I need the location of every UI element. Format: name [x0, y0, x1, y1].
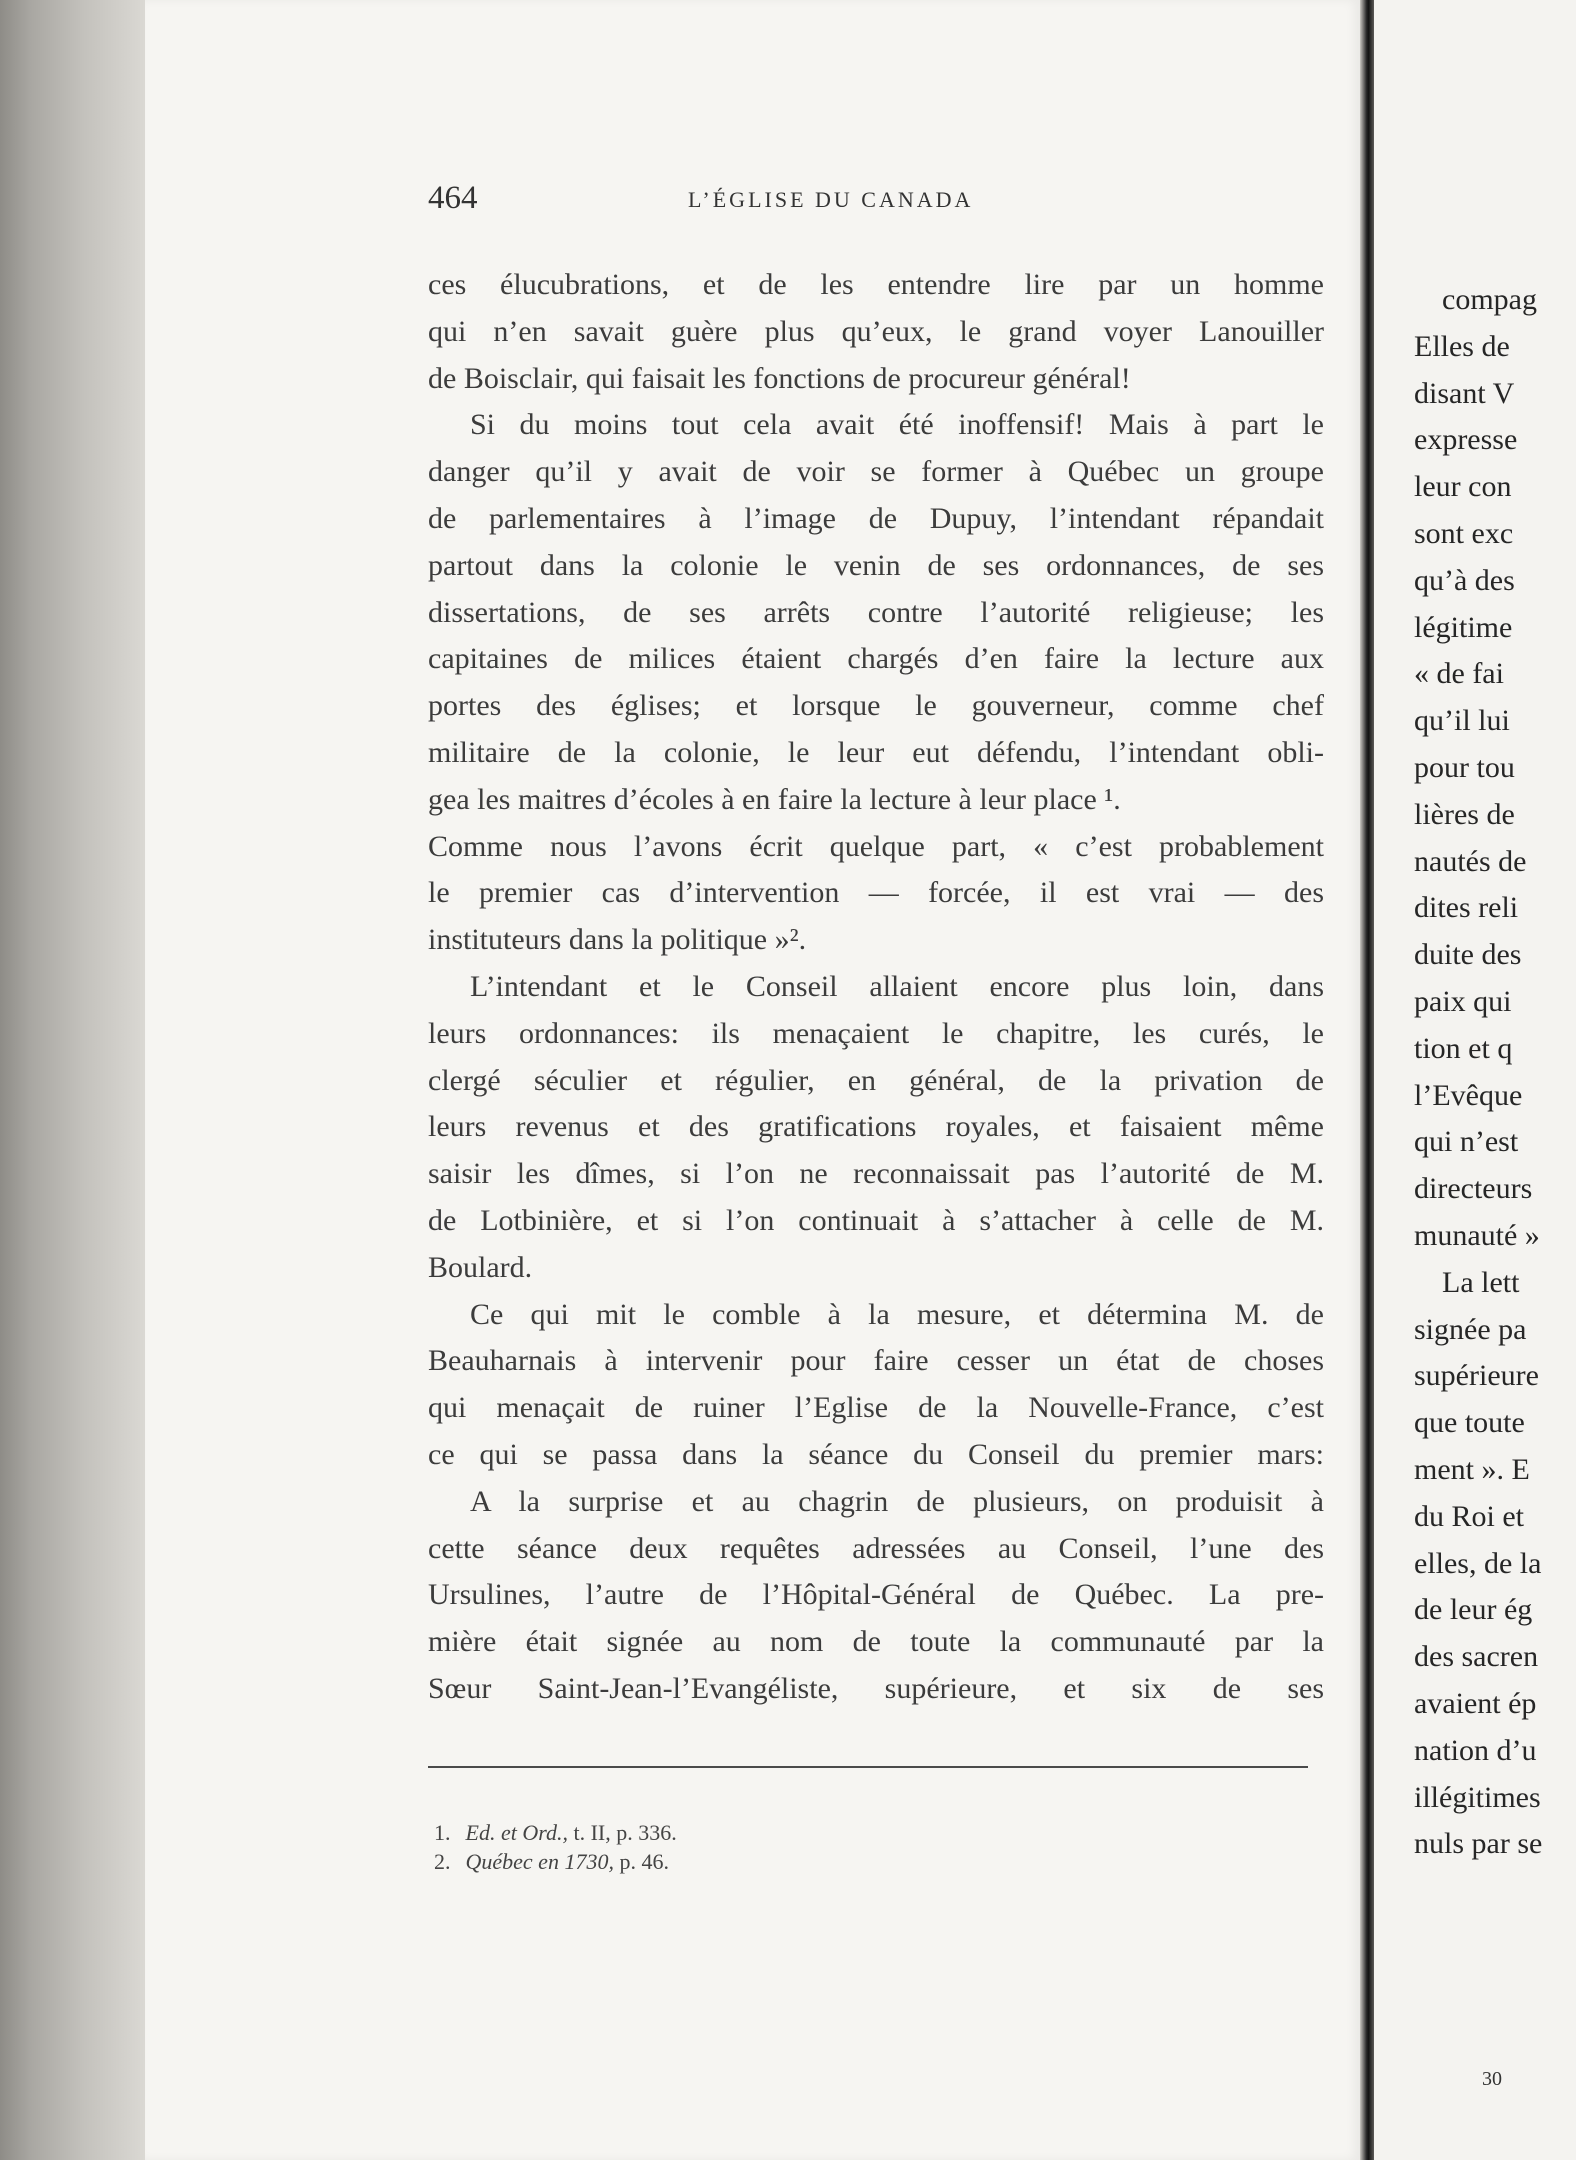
- text-line: disant V: [1414, 376, 1515, 410]
- text-line: le premier cas d’intervention — forcée, il est vrai — des: [428, 876, 1324, 910]
- text-line: cette séance deux requêtes adressées au Conseil, l’une des: [428, 1531, 1324, 1565]
- footnote: [428, 1847, 1308, 1876]
- text-line: partout dans la colonie le venin de ses ordonnances, de ses: [428, 548, 1324, 582]
- text-line: nautés de: [1414, 844, 1527, 878]
- text-line: lières de: [1414, 797, 1515, 831]
- text-line: l’Evêque: [1414, 1078, 1523, 1112]
- text-line: clergé séculier et régulier, en général, de la privation de: [428, 1063, 1324, 1097]
- text-line: saisir les dîmes, si l’on ne reconnaissait pas l’autorité de M.: [428, 1157, 1324, 1191]
- footnote-rule: [428, 1766, 1308, 1768]
- text-line: munauté »: [1414, 1218, 1540, 1252]
- text-line: tion et q: [1414, 1031, 1513, 1065]
- text-line: paix qui: [1414, 984, 1512, 1018]
- text-line: dissertations, de ses arrêts contre l’autorité religieuse; les: [428, 595, 1324, 629]
- text-line: leurs ordonnances: ils menaçaient le chapitre, les curés, le: [428, 1016, 1324, 1050]
- body-text: [428, 262, 1324, 1713]
- text-line: compag: [1442, 283, 1537, 316]
- text-line: sont exc: [1414, 516, 1514, 550]
- text-line: instituteurs dans la politique »².: [428, 923, 807, 957]
- page-header: [428, 180, 1308, 224]
- text-line: Comme nous l’avons écrit quelque part, « c’est probablement: [428, 829, 1324, 863]
- text-line: qui n’en savait guère plus qu’eux, le grand voyer Lanouiller: [428, 314, 1324, 348]
- text-line: leurs revenus et des gratifications royales, et faisaient même: [428, 1110, 1324, 1144]
- footnote-source: Ed. et Ord.,: [465, 1820, 568, 1845]
- text-line: qui menaçait de ruiner l’Eglise de la Nouvelle-France, c’est: [428, 1391, 1324, 1425]
- footnote-number: 1.: [434, 1820, 451, 1845]
- book-gutter-shadow: [0, 0, 155, 2160]
- text-line: gea les maitres d’écoles à en faire la lecture à leur place ¹.: [428, 782, 1121, 816]
- text-line: expresse: [1414, 423, 1518, 457]
- text-line: des sacren: [1414, 1640, 1539, 1674]
- page-number: 464: [428, 180, 478, 216]
- text-line: militaire de la colonie, le leur eut défendu, l’intendant obli-: [428, 735, 1324, 769]
- text-line: La lett: [1442, 1265, 1520, 1299]
- text-line: capitaines de milices étaient chargés d’en faire la lecture aux: [428, 642, 1324, 676]
- text-line: mière était signée au nom de toute la communauté par la: [428, 1625, 1324, 1659]
- text-line: ce qui se passa dans la séance du Conseil du premier mars:: [428, 1437, 1324, 1471]
- text-line: légitime: [1414, 610, 1513, 644]
- text-line: portes des églises; et lorsque le gouverneur, comme chef: [428, 689, 1324, 723]
- text-line: supérieure: [1414, 1359, 1539, 1393]
- text-line: Ursulines, l’autre de l’Hôpital-Général de Québec. La pre-: [428, 1578, 1324, 1612]
- text-line: danger qu’il y avait de voir se former à Québec un groupe: [428, 455, 1324, 489]
- running-head: L’ÉGLISE DU CANADA: [688, 187, 974, 212]
- footnote-reference: t. II, p. 336.: [567, 1820, 677, 1845]
- text-line: de Lotbinière, et si l’on continuait à s’attacher à celle de M.: [428, 1203, 1324, 1237]
- text-line: L’intendant et le Conseil allaient encore plus loin, dans: [470, 969, 1324, 1003]
- text-line: que toute: [1414, 1406, 1525, 1440]
- text-line: directeurs: [1414, 1172, 1533, 1206]
- text-line: avaient ép: [1414, 1686, 1537, 1720]
- text-line: dites reli: [1414, 891, 1519, 925]
- footnote-source: Québec en 1730,: [465, 1849, 614, 1874]
- text-line: Beauharnais à intervenir pour faire cesser un état de choses: [428, 1344, 1324, 1378]
- footnote: [428, 1818, 1308, 1847]
- text-line: Elles de: [1414, 329, 1510, 363]
- text-line: de parlementaires à l’image de Dupuy, l’intendant répandait: [428, 501, 1324, 535]
- text-line: qu’il lui: [1414, 704, 1510, 738]
- text-line: Ce qui mit le comble à la mesure, et détermina M. de: [470, 1297, 1324, 1331]
- text-line: pour tou: [1414, 750, 1515, 784]
- text-line: nuls par se: [1414, 1827, 1543, 1861]
- right-page: [1374, 0, 1576, 2160]
- text-line: nation d’u: [1414, 1733, 1537, 1767]
- text-line: de Boisclair, qui faisait les fonctions de procureur général!: [428, 361, 1131, 395]
- text-line: leur con: [1414, 470, 1512, 504]
- text-line: illégitimes: [1414, 1780, 1541, 1814]
- text-line: Boulard.: [428, 1250, 533, 1284]
- text-line: Si du moins tout cela avait été inoffensif! Mais à part le: [470, 408, 1324, 442]
- signature-mark: 30: [1482, 2068, 1502, 2090]
- footnote-reference: p. 46.: [613, 1849, 669, 1874]
- page-divider: [1360, 0, 1374, 2160]
- footnote-number: 2.: [434, 1849, 451, 1874]
- text-line: elles, de la: [1414, 1546, 1542, 1580]
- footnotes: [428, 1818, 1308, 1876]
- text-line: « de fai: [1414, 657, 1504, 691]
- text-line: de leur ég: [1414, 1593, 1533, 1627]
- text-line: Sœur Saint-Jean-l’Evangéliste, supérieure, et six de ses: [428, 1671, 1324, 1705]
- text-line: qu’à des: [1414, 563, 1515, 597]
- text-line: duite des: [1414, 938, 1522, 972]
- text-line: A la surprise et au chagrin de plusieurs, on produisit à: [470, 1484, 1324, 1518]
- text-line: qui n’est: [1414, 1125, 1519, 1159]
- right-page-text: [1414, 277, 1576, 1868]
- text-line: ces élucubrations, et de les entendre lire par un homme: [428, 268, 1324, 301]
- text-line: signée pa: [1414, 1312, 1527, 1346]
- text-line: ment ». E: [1414, 1452, 1530, 1486]
- text-line: du Roi et: [1414, 1499, 1524, 1533]
